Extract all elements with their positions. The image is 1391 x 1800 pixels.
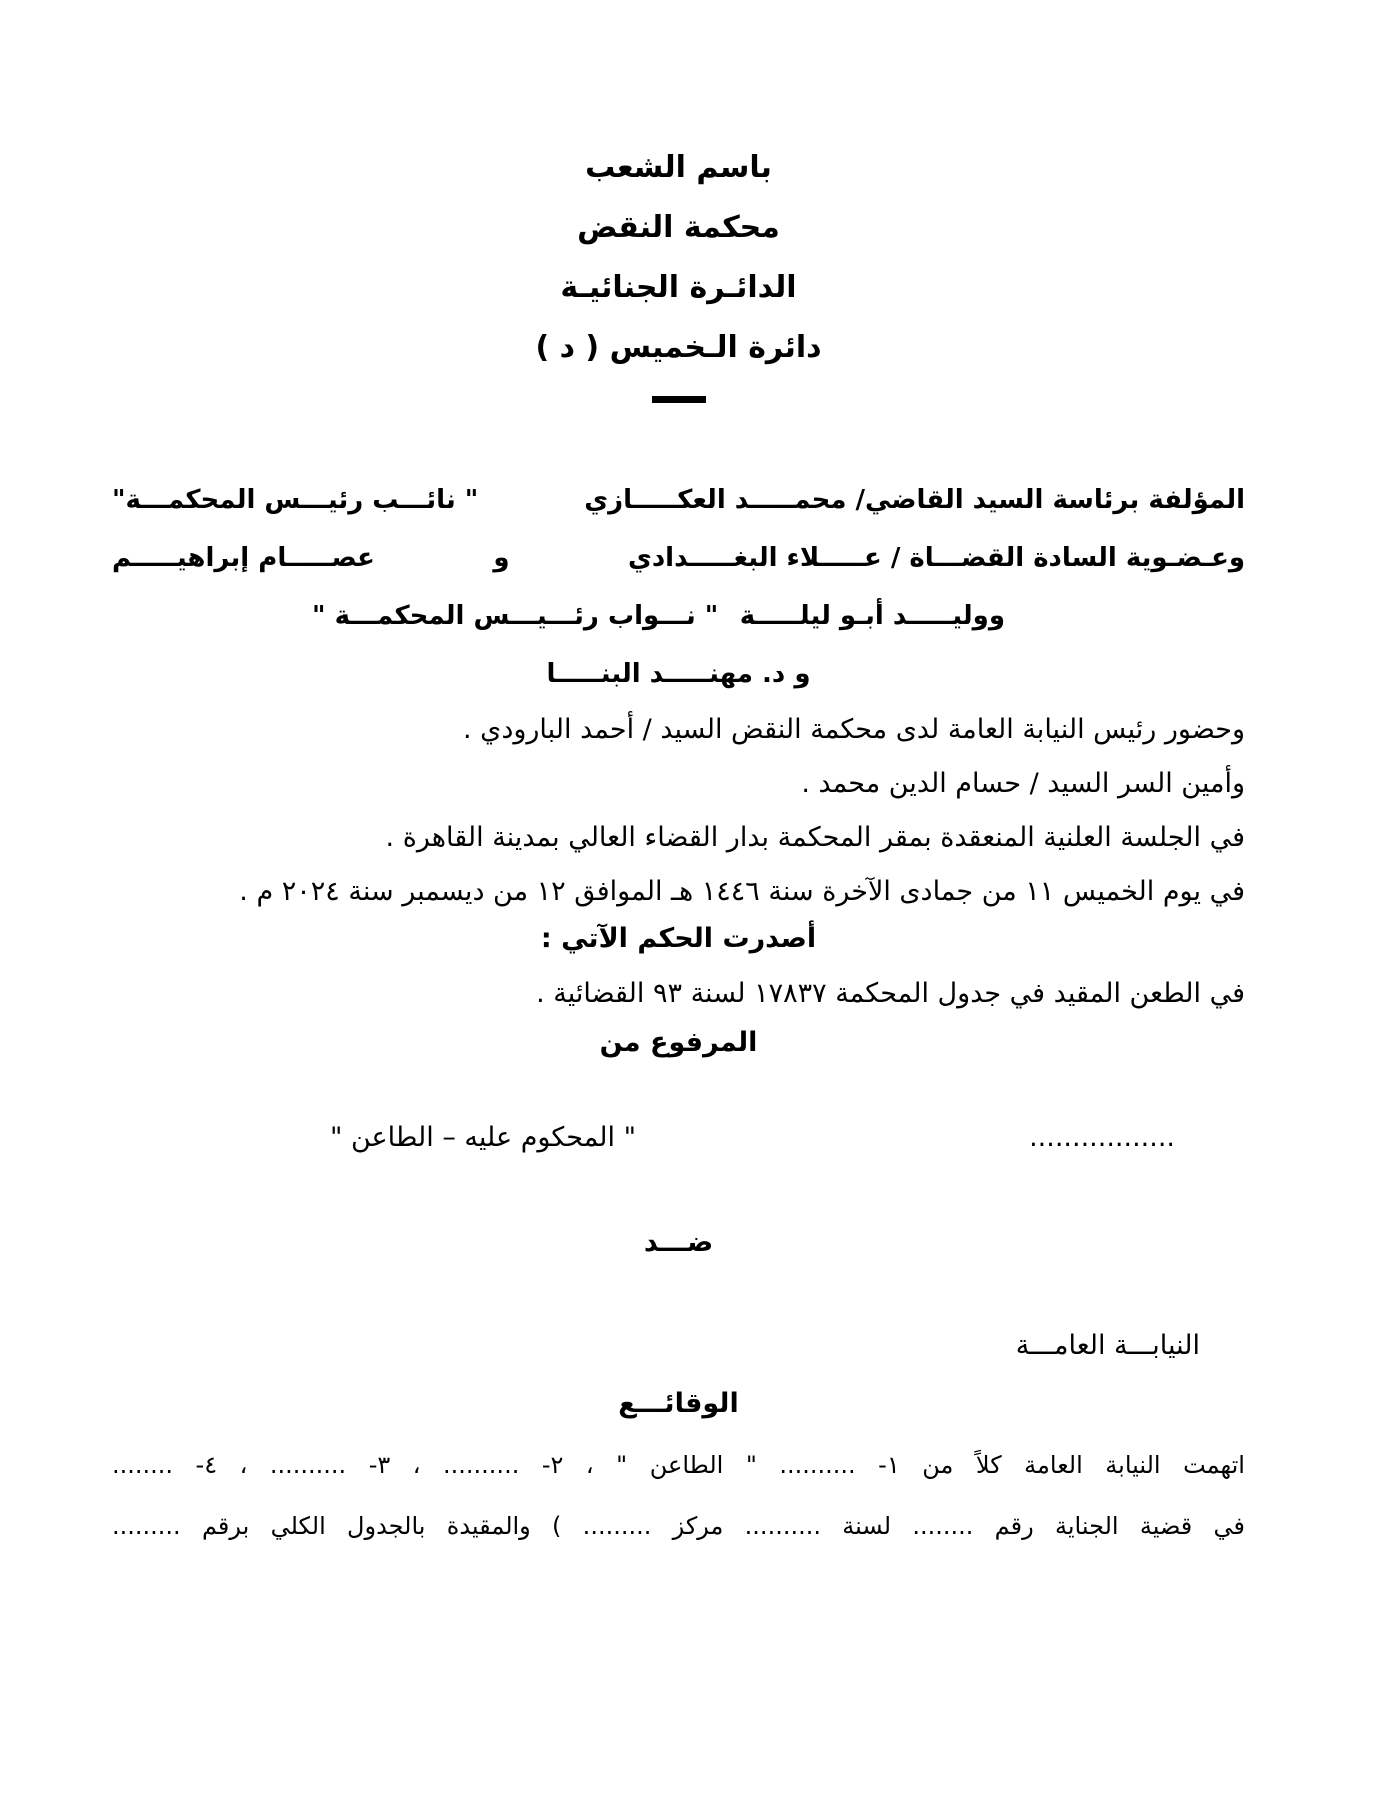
member-judges-row-1	[112, 529, 1245, 587]
member-judge-2: عصـــــام إبراهيـــــم	[112, 543, 375, 573]
member-judge-3: ووليـــــد أبـو ليلـــــة	[739, 601, 1005, 631]
facts-paragraph-1: اتهمت النيابة العامة كلاً من ١- .......... " الطاعن " ، ٢- .......... ، ٣- .......... ، ٤- ........	[112, 1451, 1245, 1479]
header-criminal-circuit: الدائـرة الجنائيـة	[560, 270, 797, 305]
header-separator-rule	[652, 396, 706, 403]
bench-composition	[112, 471, 1245, 703]
facts-paragraph-2: في قضية الجناية رقم ........ لسنة .......... مركز ......... ) والمقيدة بالجدول الكلي برقم .........	[112, 1512, 1245, 1540]
conjunction-and: و	[493, 543, 510, 573]
versus-heading: ضـــد	[643, 1227, 714, 1258]
presiding-judge-row	[112, 471, 1245, 529]
prosecutor-attendance-line: وحضور رئيس النيابة العامة لدى محكمة النقض السيد / أحمد البارودي .	[463, 714, 1245, 745]
member-judges-row-3	[112, 645, 1245, 703]
header-thursday-circuit: دائرة الـخميس ( د )	[535, 330, 822, 365]
appellant-name-redacted: .................	[1029, 1122, 1175, 1153]
facts-heading: الوقائـــع	[618, 1388, 739, 1419]
header-court-name: محكمة النقض	[577, 210, 780, 245]
ruling-intro-line: أصدرت الحكم الآتي :	[540, 923, 817, 954]
filed-by-heading: المرفوع من	[599, 1027, 758, 1058]
appellant-row	[112, 1110, 1245, 1165]
secretary-line: وأمين السر السيد / حسام الدين محمد .	[801, 768, 1245, 799]
appeal-number-line: في الطعن المقيد في جدول المحكمة ١٧٨٣٧ لسنة ٩٣ القضائية .	[536, 978, 1245, 1009]
member-judges-title: " نـــواب رئـــيـــس المحكمـــة "	[312, 601, 719, 631]
presiding-judge-title: " نائـــب رئيـــس المحكمـــة"	[112, 485, 479, 515]
respondent-name: النيابـــة العامـــة	[1015, 1330, 1200, 1361]
member-judge-4: و د. مهنـــــد البنـــــا	[546, 659, 811, 689]
member-judges-row-2	[112, 587, 1245, 645]
appellant-role-label: " المحكوم عليه – الطاعن "	[330, 1122, 637, 1153]
member-judges-intro: وعـضـوية السادة القضـــاة / عـــــلاء البغـــــدادي	[628, 543, 1245, 573]
presiding-judge: المؤلفة برئاسة السيد القاضي/ محمـــــد العكـــــازي	[584, 485, 1245, 515]
document-header	[112, 138, 1245, 403]
session-date-line: في يوم الخميس ١١ من جمادى الآخرة سنة ١٤٤٦ هـ الموافق ١٢ من ديسمبر سنة ٢٠٢٤ م .	[239, 876, 1245, 907]
attendance-section	[112, 703, 1245, 919]
header-in-the-name-of-the-people: باسم الشعب	[585, 150, 772, 185]
session-location-line: في الجلسة العلنية المنعقدة بمقر المحكمة بدار القضاء العالي بمدينة القاهرة .	[385, 822, 1245, 853]
